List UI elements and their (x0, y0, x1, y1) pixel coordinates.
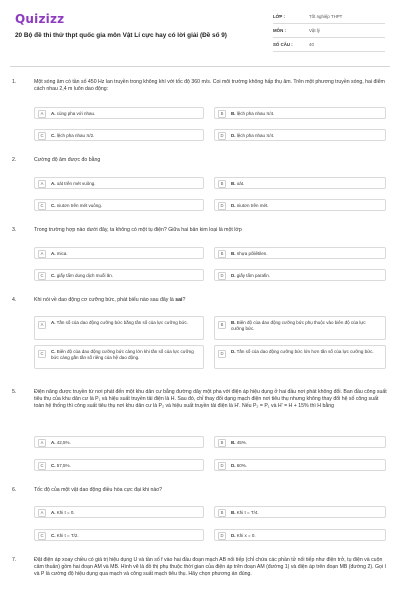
option-prefix: D. (231, 349, 236, 355)
option-d[interactable] (214, 269, 386, 281)
option-letter: B (218, 110, 226, 118)
option-b[interactable] (214, 316, 386, 340)
option-c[interactable] (34, 129, 204, 141)
option-text: giấy tẩm dung dịch muối ăn. (56, 273, 114, 279)
question-number: 2. (12, 157, 17, 163)
option-prefix: A. (51, 181, 56, 187)
option-c[interactable] (34, 529, 204, 541)
option-b[interactable] (214, 247, 386, 259)
option-prefix: A. (51, 251, 56, 257)
meta-label: LỚP : (273, 14, 285, 19)
option-a[interactable] (34, 436, 204, 448)
option-text: Tần số của dao động cưỡng bức bằng tần số của lực cưỡng bức. (56, 320, 188, 326)
option-text: lệch pha nhau π/4. (236, 133, 275, 139)
page-title: 20 Bộ đề thi thử thpt quốc gia môn Vật Lí cực hay có lời giải (Đề số 9) (15, 32, 227, 39)
option-c[interactable] (34, 269, 204, 281)
option-prefix: B. (231, 181, 236, 187)
option-prefix: B. (231, 320, 236, 326)
option-a[interactable] (34, 316, 204, 340)
option-text: lệch pha nhau π/2. (56, 133, 95, 139)
option-letter: C (38, 272, 46, 280)
option-letter: C (38, 202, 46, 210)
option-prefix: C. (51, 203, 56, 209)
option-letter: A (38, 180, 46, 188)
option-prefix: C. (51, 533, 56, 539)
option-text: Biên độ của dao động cưỡng bức càng lớn khi tần số của lực cưỡng bức càng gần tần số riêng của hệ dao động. (51, 349, 194, 360)
option-prefix: B. (231, 510, 236, 516)
option-text: mica. (56, 251, 68, 257)
question-text: Đặt điện áp xoay chiều có giá trị hiệu dụng U và tần số f vào hai đầu đoạn mạch AB nối tiếp (chỉ chứa các phần tử nối tiếp như điện trở, tụ điện và cuộn cảm thuần) gồm hai đoạn AM và MB. Hình vẽ là đồ thị phụ thuộc thời gian của điện áp trên đoạn AM (đường 1) và điện áp trên đoạn MB (đường 2). Gọi I và P là cường độ hiệu dụng qua mạch và công suất mạch tiêu thụ. Hãy chọn phương án đúng. (34, 557, 386, 578)
question-number: 3. (12, 227, 17, 233)
option-letter: C (38, 532, 46, 540)
option-c[interactable] (34, 345, 204, 369)
option-d[interactable] (214, 199, 386, 211)
divider (10, 66, 390, 67)
option-letter: D (218, 532, 226, 540)
option-letter: B (218, 321, 226, 329)
option-letter: D (218, 132, 226, 140)
option-letter: D (218, 350, 226, 358)
option-letter: A (38, 250, 46, 258)
option-letter: C (38, 350, 46, 358)
option-letter: A (38, 110, 46, 118)
option-a[interactable] (34, 247, 204, 259)
option-a[interactable] (34, 107, 204, 119)
question-number: 1. (12, 79, 17, 85)
option-prefix: A. (51, 440, 56, 446)
option-letter: D (218, 462, 226, 470)
option-letter: A (38, 439, 46, 447)
option-text: 45%. (236, 440, 248, 446)
option-letter: A (38, 321, 46, 329)
option-text: Khi t = T/2. (56, 533, 79, 539)
header (15, 10, 385, 60)
option-b[interactable] (214, 506, 386, 518)
question-text: Trong trường hợp nào dưới đây, ta không có một tụ điện? Giữa hai bản kim loại là một lớp (34, 227, 242, 233)
option-c[interactable] (34, 459, 204, 471)
option-letter: B (218, 439, 226, 447)
option-text: niutơn trên mét vuông. (56, 203, 102, 209)
option-text: Khi t = T/4. (236, 510, 259, 516)
meta-label: MÔN : (273, 28, 286, 33)
question-text: Khi nói về dao động cơ cưỡng bức, phát biểu nào sau đây là sai? (34, 297, 186, 303)
meta-row-count (273, 38, 385, 52)
meta-row-subject (273, 24, 385, 38)
option-text: 57,5%. (56, 463, 71, 469)
option-b[interactable] (214, 436, 386, 448)
question-text: Tốc độ của một vật dao động điều hòa cực đại khi nào? (34, 487, 163, 493)
option-text: Biên độ của dao động cưỡng bức phụ thuộc vào biên độ của lực cưỡng bức. (231, 320, 366, 331)
option-prefix: D. (231, 133, 236, 139)
question-number: 4. (12, 297, 17, 303)
question-text: Một sóng âm có tần số 450 Hz lan truyền trong không khí với tốc độ 360 m/s. Coi môi trường không hấp thụ âm. Trên một phương truyền sóng, hai điểm cách nhau 2,4 m luôn dao động: (34, 79, 385, 93)
question-number: 7. (12, 557, 17, 563)
option-text: nhựa pôliêtilen. (236, 251, 268, 257)
option-letter: D (218, 202, 226, 210)
question-text: Điện năng được truyền từ nơi phát đến một khu dân cư bằng đường dây một pha với điện áp hiệu dụng ở hai đầu nơi phát không đổi. Ban đầu công suất tiêu thụ của khu dân cư là P₁ và hiệu suất truyền tải điện là H. Sau đó, chỉ thay đổi dạng mạch điện nơi tiêu thụ nhưng không thay đổi hệ số công suất toàn hệ thống thì công suất tiêu thụ nơi khu dân cư là P₂ và hiệu suất truyền tải điện là H'. Nếu P₂ = P₁ và H' = H + 15% thì H bằng (34, 389, 387, 410)
option-prefix: C. (51, 133, 56, 139)
meta-table (273, 10, 385, 52)
option-b[interactable] (214, 177, 386, 189)
option-letter: C (38, 462, 46, 470)
option-a[interactable] (34, 506, 204, 518)
option-prefix: A. (51, 320, 56, 326)
option-prefix: D. (231, 533, 236, 539)
option-prefix: A. (51, 510, 56, 516)
question-number: 5. (12, 389, 17, 395)
question-number: 6. (12, 487, 17, 493)
option-d[interactable] (214, 345, 386, 369)
option-letter: B (218, 250, 226, 258)
question-text: Cường độ âm được đo bằng (34, 157, 101, 163)
option-text: niutơn trên mét. (236, 203, 269, 209)
option-prefix: B. (231, 251, 236, 257)
option-text: oát trên mét vuông. (56, 181, 96, 187)
emphasis-word: sai (175, 297, 183, 303)
option-d[interactable] (214, 529, 386, 541)
option-prefix: B. (231, 440, 236, 446)
option-text: lệch pha nhau π/4. (236, 111, 275, 117)
meta-value: 40 (309, 42, 314, 47)
option-c[interactable] (34, 199, 204, 211)
option-letter: B (218, 509, 226, 517)
option-prefix: C. (51, 463, 56, 469)
option-a[interactable] (34, 177, 204, 189)
option-letter: A (38, 509, 46, 517)
option-prefix: D. (231, 203, 236, 209)
meta-value: Tốt nghiệp THPT (309, 14, 343, 19)
option-letter: B (218, 180, 226, 188)
option-text: oát. (236, 181, 245, 187)
option-d[interactable] (214, 129, 386, 141)
meta-row-class (273, 10, 385, 24)
option-text: 42,5%. (56, 440, 71, 446)
quizizz-logo: Quizizz (15, 12, 65, 26)
option-text: Khi t = 0. (56, 510, 75, 516)
option-text: giấy tẩm parafin. (236, 273, 271, 279)
option-letter: C (38, 132, 46, 140)
option-prefix: C. (51, 273, 56, 279)
option-prefix: B. (231, 111, 236, 117)
option-text: Tần số của dao động cưỡng bức lớn hơn tần số của lực cưỡng bức. (236, 349, 374, 355)
option-d[interactable] (214, 459, 386, 471)
option-text: 60%. (236, 463, 248, 469)
meta-value: Vật lý (309, 28, 320, 33)
option-text: cùng pha với nhau. (56, 111, 96, 117)
option-prefix: D. (231, 463, 236, 469)
option-prefix: A. (51, 111, 56, 117)
option-text: Khi x = 0. (236, 533, 256, 539)
option-b[interactable] (214, 107, 386, 119)
option-letter: D (218, 272, 226, 280)
option-prefix: D. (231, 273, 236, 279)
meta-label: SỐ CÂU : (273, 42, 293, 47)
option-prefix: C. (51, 349, 56, 355)
